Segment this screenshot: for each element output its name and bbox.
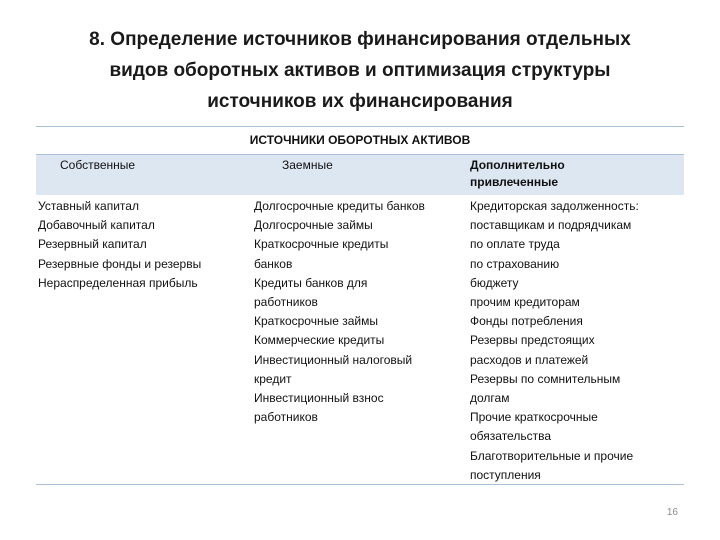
- title-line-3: источников их финансирования: [207, 91, 513, 112]
- additional-item: Резервы по сомнительным: [470, 371, 621, 386]
- borrowed-item: Коммерческие кредиты: [254, 333, 385, 348]
- borrowed-item: работников: [254, 410, 318, 425]
- own-item: Резервные фонды и резервы: [38, 256, 202, 271]
- header-additional-line-1: Дополнительно: [470, 158, 565, 172]
- own-item: Добавочный капитал: [38, 218, 155, 233]
- additional-item: долгам: [470, 391, 510, 406]
- additional-item: Кредиторская задолженность:: [470, 199, 639, 213]
- own-item: Резервный капитал: [38, 237, 147, 252]
- additional-item: Резервы предстоящих: [470, 333, 595, 348]
- header-own: Собственные: [60, 158, 136, 172]
- sources-table: [36, 126, 684, 485]
- additional-item: бюджету: [470, 275, 519, 290]
- additional-item: Прочие краткосрочные: [470, 410, 598, 425]
- additional-item: поставщикам и подрядчикам: [470, 218, 632, 233]
- borrowed-item: Кредиты банков для: [254, 275, 368, 290]
- borrowed-item: Долгосрочные займы: [254, 218, 373, 233]
- header-borrowed: Заемные: [282, 158, 333, 172]
- page-number: 16: [666, 507, 678, 518]
- table-caption: ИСТОЧНИКИ ОБОРОТНЫХ АКТИВОВ: [249, 133, 471, 147]
- own-item: Уставный капитал: [38, 199, 139, 213]
- additional-item: прочим кредиторам: [470, 295, 580, 310]
- table-body: [36, 195, 684, 484]
- borrowed-item: Долгосрочные кредиты банков: [254, 199, 425, 213]
- column-additional: [470, 197, 639, 485]
- additional-item: расходов и платежей: [470, 352, 589, 367]
- header-additional-line-2: привлеченные: [470, 175, 559, 189]
- table-header-row: [36, 154, 684, 195]
- borrowed-item: Инвестиционный налоговый: [254, 352, 413, 367]
- title-line-1: 8. Определение источников финансирования отдельных: [89, 29, 631, 50]
- additional-item: обязательства: [470, 429, 551, 444]
- borrowed-item: Краткосрочные кредиты: [254, 237, 389, 252]
- borrowed-item: работников: [254, 295, 318, 310]
- additional-item: по оплате труда: [470, 237, 560, 252]
- own-item: Нераспределенная прибыль: [38, 275, 198, 290]
- column-borrowed: [254, 197, 425, 427]
- borrowed-item: кредит: [254, 371, 292, 386]
- header-additional: [470, 157, 565, 191]
- additional-item: по страхованию: [470, 256, 560, 271]
- borrowed-item: банков: [254, 256, 293, 271]
- borrowed-item: Краткосрочные займы: [254, 314, 378, 329]
- slide-title: [40, 24, 680, 117]
- column-own: [38, 197, 201, 293]
- additional-item: Благотворительные и прочие: [470, 448, 634, 463]
- additional-item: Фонды потребления: [470, 314, 583, 329]
- title-line-2: видов оборотных активов и оптимизация структуры: [109, 60, 611, 81]
- additional-item: поступления: [470, 467, 541, 482]
- borrowed-item: Инвестиционный взнос: [254, 391, 384, 406]
